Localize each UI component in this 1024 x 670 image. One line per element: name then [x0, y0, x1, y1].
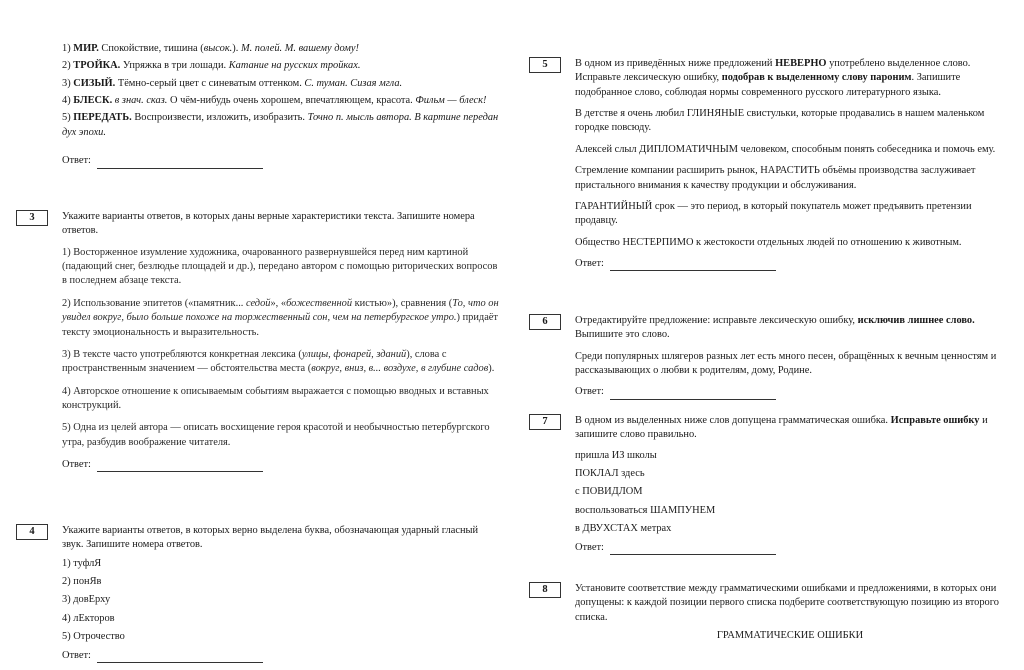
task-4	[29, 524, 502, 663]
task-number: 5	[529, 57, 561, 73]
task-7	[542, 414, 1005, 555]
option-2: 2) Использование эпитетов («памятник... седой», «божественной кистью»), сравнения (То, что он увидел вокруг, было больше похоже на торжественный сон, чем на петербургское утро.) придаёт тексту эмоциональность и выразительность.	[62, 297, 499, 338]
option-1: 1) Восторженное изумление художника, очарованного развернувшейся перед ним картиной (падающий снег, безлюдье площадей и др.), передано автором с помощью риторических вопросов в последнем абзаце текста.	[62, 246, 498, 287]
answer-field[interactable]	[610, 543, 776, 555]
task-8	[542, 582, 1005, 643]
answer-label: Ответ:	[575, 541, 604, 553]
answer-field[interactable]	[610, 259, 776, 271]
item-2: ПОКЛАЛ здесь	[575, 468, 645, 480]
answer-row	[62, 458, 502, 472]
option-4: 4) лЕкторов	[62, 612, 115, 624]
answer-field[interactable]	[610, 388, 776, 400]
answer-row	[62, 154, 502, 168]
task-instruction: Установите соответствие между грамматическими ошибками и предложениями, в которых они допущены: к каждой позиции первого списка подберите соответствующую позицию из второго списка.	[575, 583, 999, 623]
dict-entry-2: 2) ТРОЙКА. Упряжка в три лошади. Катание на русских тройках.	[62, 60, 361, 72]
dict-entry-1: 1) МИР. Спокойствие, тишина (высок.). М. полей. М. вашему дому!	[62, 43, 359, 54]
option-2: 2) понЯв	[62, 576, 102, 588]
sentence-2: Алексей слыл ДИПЛОМАТИЧНЫМ человеком, способным понять собеседника и помочь ему.	[575, 143, 996, 155]
item-5: в ДВУХСТАХ метрах	[575, 523, 672, 535]
dict-entry-3: 3) СИЗЫЙ. Тёмно-серый цвет с синеватым оттенком. С. туман. Сизая мгла.	[62, 77, 403, 89]
task-6	[542, 314, 1005, 400]
answer-field[interactable]	[97, 651, 263, 663]
sentence-5: Общество НЕСТЕРПИМО к жестокости отдельных людей по отношению к животным.	[575, 236, 962, 248]
answer-field[interactable]	[97, 460, 263, 472]
option-5: 5) Отрочество	[62, 631, 125, 643]
sentence-3: Стремление компании расширить рынок, НАРАСТИТЬ объёмы производства заслуживает пристального внимания к качеству продукции и обслуживания.	[575, 165, 976, 191]
answer-label: Ответ:	[62, 155, 91, 167]
task-instruction: В одном из выделенных ниже слов допущена грамматическая ошибка. Исправьте ошибку и запишите слово правильно.	[575, 415, 988, 441]
option-5: 5) Одна из целей автора — описать восхищение героя красотой и необычностью петербургского утра, разбудив воображение читателя.	[62, 422, 490, 448]
answer-row	[575, 541, 1005, 555]
option-1: 1) туфлЯ	[62, 557, 102, 569]
answer-row	[575, 385, 1005, 399]
sentence-4: ГАРАНТИЙНЫЙ срок — это период, в который покупатель может предъявить претензии продавцу.	[575, 200, 972, 227]
task-3	[29, 210, 502, 472]
task-number: 3	[16, 210, 48, 226]
sentence-1: В детстве я очень любил ГЛИНЯНЫЕ свистульки, которые продавались в нашем маленьком городке повсюду.	[575, 108, 985, 134]
option-3: 3) В тексте часто употребляются конкретная лексика (улицы, фонарей, зданий), слова с пространственным значением — обстоятельства места (вокруг, вниз, в... воздухе, в глубине садов).	[62, 348, 495, 375]
task-number: 6	[529, 314, 561, 330]
task-number: 8	[529, 582, 561, 598]
dictionary-entries	[62, 42, 502, 169]
item-4: воспользоваться ШАМПУНЕМ	[575, 504, 716, 516]
item-1: пришла ИЗ школы	[575, 449, 657, 461]
task-instruction: В одном из приведённых ниже предложений НЕВЕРНО употреблено выделенное слово. Исправьте лексическую ошибку, подобрав к выделенному слову пароним. Запишите подобранное слово, соблюдая нормы современного русского литературного языка.	[575, 58, 971, 98]
option-4: 4) Авторское отношение к описываемым событиям выражается с помощью вводных и вставных конструкций.	[62, 385, 489, 411]
task-instruction: Укажите варианты ответов, в которых даны верные характеристики текста. Запишите номера ответов.	[62, 211, 475, 237]
item-3: с ПОВИДЛОМ	[575, 486, 643, 498]
dict-entry-5: 5) ПЕРЕДАТЬ. Воспроизвести, изложить, изобразить. Точно п. мысль автора. В картине передан дух эпохи.	[62, 112, 499, 138]
section-heading: ГРАММАТИЧЕСКИЕ ОШИБКИ	[716, 630, 864, 642]
dict-entry-4: 4) БЛЕСК. в знач. сказ. О чём-нибудь очень хорошем, впечатляющем, красота. Фильм — блеск!	[62, 95, 487, 107]
task-5	[542, 57, 1005, 271]
answer-row	[575, 257, 1005, 271]
task-instruction: Отредактируйте предложение: исправьте лексическую ошибку, исключив лишнее слово. Выпишите это слово.	[575, 315, 975, 341]
option-3: 3) довЕрху	[62, 594, 111, 606]
answer-field[interactable]	[97, 157, 263, 169]
answer-label: Ответ:	[62, 459, 91, 471]
task-instruction: Укажите варианты ответов, в которых верно выделена буква, обозначающая ударный гласный звук. Запишите номера ответов.	[62, 525, 479, 551]
sentence: Среди популярных шлягеров разных лет есть много песен, обращённых к вечным ценностям и рассказывающих о любви к родителям, дому, Родине.	[575, 350, 997, 377]
answer-label: Ответ:	[575, 386, 604, 398]
task-number: 4	[16, 524, 48, 540]
answer-label: Ответ:	[62, 649, 91, 661]
answer-row	[62, 649, 502, 663]
answer-label: Ответ:	[575, 257, 604, 269]
task-number: 7	[529, 414, 561, 430]
